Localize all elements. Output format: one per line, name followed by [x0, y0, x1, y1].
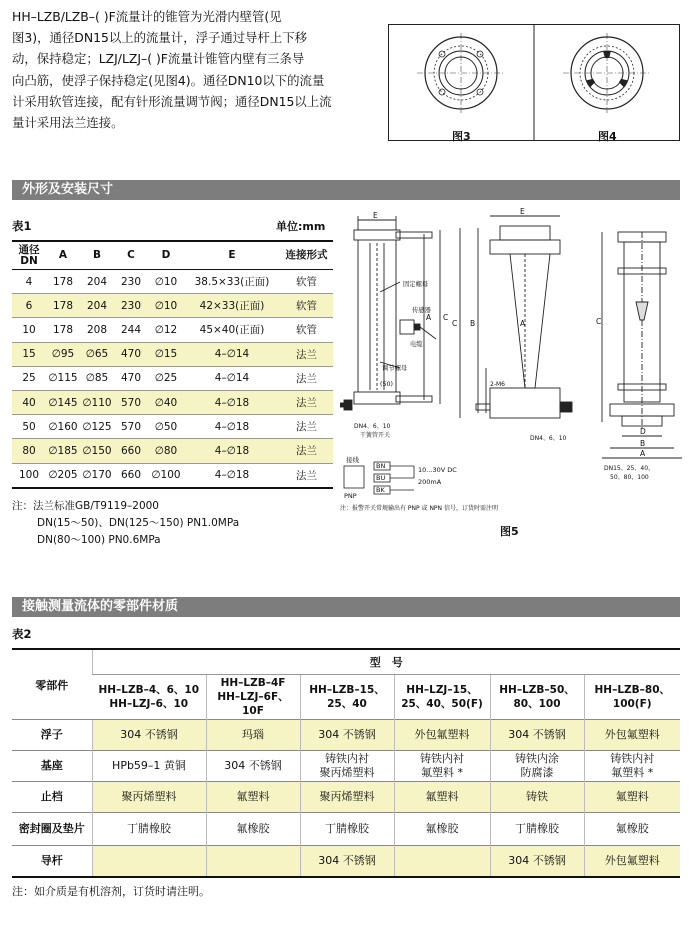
table-row — [12, 751, 680, 782]
table2-cell: 304 不锈钢 — [206, 751, 300, 782]
table2-model-col: HH–LZB–15、 25、40 — [300, 675, 394, 720]
table-row — [12, 390, 333, 414]
figure-4-ribbed-tube — [563, 33, 651, 113]
table-row — [12, 270, 333, 294]
intro-line: 向凸筋，使浮子保持稳定(见图4)。通径DN10以下的流量 — [12, 72, 325, 88]
table1-cell-c: 470 — [120, 372, 142, 385]
table2-model-col: HH–LZB–4F HH–LZJ–6F、10F — [206, 675, 300, 720]
table1-col-header: E — [228, 249, 236, 261]
figure-3-4-drawing — [389, 25, 679, 140]
table1-cell-a: ∅160 — [48, 420, 78, 433]
table1-cell-c: 244 — [120, 323, 142, 336]
small-meter-front-view — [460, 216, 572, 418]
table1-cell-conn: 法兰 — [280, 342, 333, 366]
table1-cell-b: ∅170 — [82, 469, 112, 482]
table1-cell-conn: 法兰 — [296, 421, 317, 434]
table1-cell-c: 570 — [114, 390, 148, 414]
table1-cell-d: ∅10 — [148, 294, 184, 318]
table2-cell: 氟橡胶 — [206, 813, 300, 846]
table-row — [12, 439, 333, 463]
wiring-bk: BK — [376, 486, 385, 494]
table2-cell: 玛瑙 — [206, 720, 300, 751]
table1-cell-dn: 6 — [12, 294, 46, 318]
table1-col-header: B — [92, 249, 101, 261]
intro-paragraph — [12, 6, 378, 133]
table1-cell-d: ∅50 — [154, 420, 178, 433]
table1-cell-c: 230 — [114, 294, 148, 318]
table1-cell-a: ∅115 — [48, 372, 78, 385]
figure-3-smooth-tube — [417, 33, 505, 113]
figure-3-caption: 图3 — [452, 130, 471, 143]
fig5-label-cable: 电缆 — [410, 341, 423, 348]
table1-cell-conn: 法兰 — [280, 439, 333, 463]
table1-cell-c: 660 — [120, 469, 142, 482]
table2-cell: 聚丙烯塑料 — [300, 782, 394, 813]
table2-cell — [206, 846, 300, 878]
table2-cell: 氟塑料 — [584, 782, 680, 813]
wiring-diagram — [344, 455, 457, 500]
table2-cell: 氟塑料 — [206, 782, 300, 813]
table-row — [12, 813, 680, 846]
figure-3-4-frame — [388, 24, 680, 141]
table1-cell-e: 4–∅18 — [214, 469, 250, 482]
table1-cell-dn: 50 — [22, 420, 36, 433]
table-row — [12, 294, 333, 318]
fig5-label-limit-nut: 固定螺母 — [403, 281, 429, 288]
table2-cell: 铸铁内衬 氟塑料 * — [584, 751, 680, 782]
fig5-label-dn-large-2: 50、80、100 — [610, 474, 649, 481]
table2-cell: 丁腈橡胶 — [300, 813, 394, 846]
table2-cell: 氟橡胶 — [394, 813, 490, 846]
table1-cell-a: ∅205 — [48, 469, 78, 482]
fig5-label-switch: 干簧管开关 — [360, 432, 391, 439]
table-row — [12, 415, 333, 439]
wiring-pnp: PNP — [344, 492, 357, 500]
intro-line: 图3)，通径DN15以上的流量计，浮子通过导杆上下移 — [12, 30, 308, 46]
table1-cell-b: ∅85 — [85, 372, 109, 385]
table1-note-2: DN(15～50)、DN(125～150) PN1.0MPa — [37, 517, 240, 529]
fig5-label-A-left: A — [426, 313, 432, 322]
table2-cell: 丁腈橡胶 — [92, 813, 206, 846]
wiring-current: 200mA — [418, 478, 442, 486]
fig5-label-E-mid: E — [520, 208, 525, 216]
fig5-label-E-left: E — [373, 211, 378, 220]
table1-cell-conn: 法兰 — [280, 390, 333, 414]
fig5-note: 注：报警开关常规输出有 PNP 或 NPN 信号，订货时需注明 — [340, 505, 498, 512]
table-row — [12, 318, 333, 342]
fig5-label-C-left: C — [443, 313, 449, 322]
table2-cell: 铸铁内衬 氟塑料 * — [394, 751, 490, 782]
wiring-label-wire: 接线 — [346, 456, 359, 464]
table1-col-header: A — [58, 249, 68, 261]
table1-cell-a: 178 — [46, 294, 80, 318]
table1-cell-e: 4–∅18 — [184, 439, 280, 463]
fig5-label-m6: 2-M6 — [490, 381, 505, 388]
table1-header-row — [12, 241, 333, 270]
table1-cell-d: ∅80 — [148, 439, 184, 463]
table1-cell-c: 570 — [120, 420, 142, 433]
fig5-label-dim50: (50) — [380, 381, 393, 388]
table2-title: 表2 — [12, 627, 32, 641]
table2-cell: 铸铁内涂 防腐漆 — [490, 751, 584, 782]
table2-cell: HPb59–1 黄铜 — [92, 751, 206, 782]
table1-cell-dn: 40 — [12, 390, 46, 414]
intro-line: 量计采用法兰连接。 — [12, 115, 124, 131]
table2-part-label: 基座 — [40, 759, 63, 772]
table2-cell: 铸铁内衬 聚丙烯塑料 — [300, 751, 394, 782]
table2-cell: 氟塑料 — [394, 782, 490, 813]
table1-cell-d: ∅10 — [154, 275, 178, 288]
table2-part-label: 浮子 — [40, 728, 63, 741]
figure-4-caption: 图4 — [598, 130, 617, 143]
table1-cell-e: 4–∅18 — [184, 390, 280, 414]
table1-cell-b: 204 — [80, 294, 114, 318]
table1-cell-e: 4–∅18 — [214, 420, 250, 433]
table-row — [12, 782, 680, 813]
table2-cell: 304 不锈钢 — [490, 720, 584, 751]
table2-part-label: 导杆 — [40, 854, 63, 867]
table1-cell-a: 178 — [52, 323, 74, 336]
table1-cell-a: ∅145 — [46, 390, 80, 414]
table-row — [12, 342, 333, 366]
fig5-label-A-right: A — [640, 449, 646, 458]
table2-cell: 丁腈橡胶 — [490, 813, 584, 846]
table1-col-header: C — [127, 249, 135, 261]
table1-note-1: 注：法兰标准GB/T9119–2000 — [12, 500, 159, 512]
table1-col-header: D — [161, 249, 171, 261]
table2-cell — [394, 846, 490, 878]
materials-table — [12, 648, 680, 878]
table1-cell-c: 660 — [114, 439, 148, 463]
fig5-label-dn-small-1: DN4、6、10 — [354, 423, 391, 430]
table2-model-col: HH–LZB–80、 100(F) — [584, 675, 680, 720]
fig5-label-B-right: B — [640, 439, 646, 448]
table2-model-col: HH–LZB–50、 80、100 — [490, 675, 584, 720]
table1-cell-b: ∅65 — [80, 342, 114, 366]
intro-line: 计采用软管连接，配有针形流量调节阀；通径DN15以上流 — [12, 93, 332, 109]
table2-part-header: 零部件 — [12, 649, 92, 720]
fig5-label-dn-large-1: DN15、25、40、 — [604, 465, 655, 472]
table1-cell-a: ∅95 — [46, 342, 80, 366]
table2-part-label: 止档 — [40, 790, 63, 803]
fig5-label-dn-small-2: DN4、6、10 — [530, 435, 567, 442]
table1-cell-d: ∅100 — [151, 469, 181, 482]
fig5-label-B-mid: B — [470, 319, 476, 328]
table2-cell: 聚丙烯塑料 — [92, 782, 206, 813]
table1-col-header: 连接形式 — [285, 249, 328, 261]
intro-line: HH–LZB/LZB–( )F流量计的锥管为光滑内壁管(见 — [12, 9, 282, 24]
dimensions-table — [12, 240, 333, 489]
table1-unit: 单位:mm — [276, 220, 326, 233]
table1-cell-e: 38.5×33(正面) — [194, 276, 270, 289]
table2-model-col: HH–LZB–4、6、10 HH–LZJ–6、10 — [98, 684, 200, 710]
section-header-dimensions: 外形及安装尺寸 — [12, 180, 680, 200]
fig5-label-sensor: 传感器 — [412, 307, 431, 314]
intro-line: 动，保持稳定；LZJ/LZJ–( )F流量计锥管内壁有三条导 — [12, 51, 305, 67]
table2-cell: 304 不锈钢 — [490, 846, 584, 878]
large-meter-flanged — [602, 232, 682, 458]
table1-cell-c: 470 — [114, 342, 148, 366]
table1-cell-b: 208 — [86, 323, 108, 336]
table1-cell-b: 204 — [86, 275, 108, 288]
table1-cell-dn: 15 — [12, 342, 46, 366]
table1-title: 表1 — [12, 219, 32, 233]
table1-cell-conn: 法兰 — [296, 372, 317, 385]
table1-cell-dn: 80 — [12, 439, 46, 463]
figure-5-caption: 图5 — [500, 525, 519, 538]
wiring-voltage: 10...30V DC — [418, 466, 457, 474]
table2-cell — [92, 846, 206, 878]
table2-cell: 304 不锈钢 — [92, 720, 206, 751]
table1-cell-e: 4–∅14 — [184, 342, 280, 366]
table1-cell-d: ∅40 — [148, 390, 184, 414]
table-row — [12, 846, 680, 878]
table2-cell: 外包氟塑料 — [394, 720, 490, 751]
figure-5-drawing — [340, 208, 685, 528]
table2-model-header: 型 号 — [92, 649, 680, 675]
table2-cell: 外包氟塑料 — [584, 846, 680, 878]
fig5-label-C-right: C — [596, 317, 602, 326]
table1-cell-dn: 25 — [22, 372, 36, 385]
wiring-bn: BN — [376, 462, 386, 470]
fig5-label-C-mid: C — [452, 319, 458, 328]
table1-cell-conn: 法兰 — [296, 469, 317, 482]
table1-cell-conn: 软管 — [296, 324, 317, 337]
table1-cell-conn: 软管 — [280, 294, 333, 318]
table1-cell-d: ∅25 — [154, 372, 178, 385]
fig5-label-adjust-nut: 调节螺母 — [382, 365, 408, 372]
table1-col-header: 通径 DN — [18, 243, 40, 267]
table1-cell-e: 42×33(正面) — [184, 294, 280, 318]
fig5-label-D-right: D — [640, 427, 646, 436]
table1-cell-a: 178 — [52, 275, 74, 288]
table1-cell-e: 4–∅14 — [214, 372, 250, 385]
table1-note-3: DN(80～100) PN0.6MPa — [37, 534, 161, 546]
table-row — [12, 720, 680, 751]
table1-cell-conn: 软管 — [296, 276, 317, 289]
section-header-materials: 接触测量流体的零部件材质 — [12, 597, 680, 617]
table1-cell-dn: 100 — [18, 469, 40, 482]
table1-cell-e: 45×40(正面) — [199, 324, 265, 337]
table1-cell-dn: 4 — [25, 275, 33, 288]
wiring-bu: BU — [376, 474, 386, 482]
table1-cell-d: ∅12 — [154, 323, 178, 336]
table1-cell-b: ∅125 — [82, 420, 112, 433]
table2-cell: 304 不锈钢 — [300, 720, 394, 751]
table1-cell-b: ∅150 — [80, 439, 114, 463]
table2-cell: 氟橡胶 — [584, 813, 680, 846]
table1-cell-d: ∅15 — [148, 342, 184, 366]
table1-cell-b: ∅110 — [80, 390, 114, 414]
table2-model-col: HH–LZJ–15、 25、40、50(F) — [394, 675, 490, 720]
fig5-label-A-mid: A — [520, 319, 526, 328]
table1-cell-c: 230 — [120, 275, 142, 288]
table1-cell-dn: 10 — [22, 323, 36, 336]
table2-cell: 铸铁 — [490, 782, 584, 813]
table-row — [12, 366, 333, 390]
table1-cell-a: ∅185 — [46, 439, 80, 463]
table2-cell: 外包氟塑料 — [584, 720, 680, 751]
table2-cell: 304 不锈钢 — [300, 846, 394, 878]
table2-part-label: 密封圈及垫片 — [18, 822, 85, 835]
table2-note: 注：如介质是有机溶剂，订货时请注明。 — [12, 885, 210, 898]
table-row — [12, 463, 333, 488]
